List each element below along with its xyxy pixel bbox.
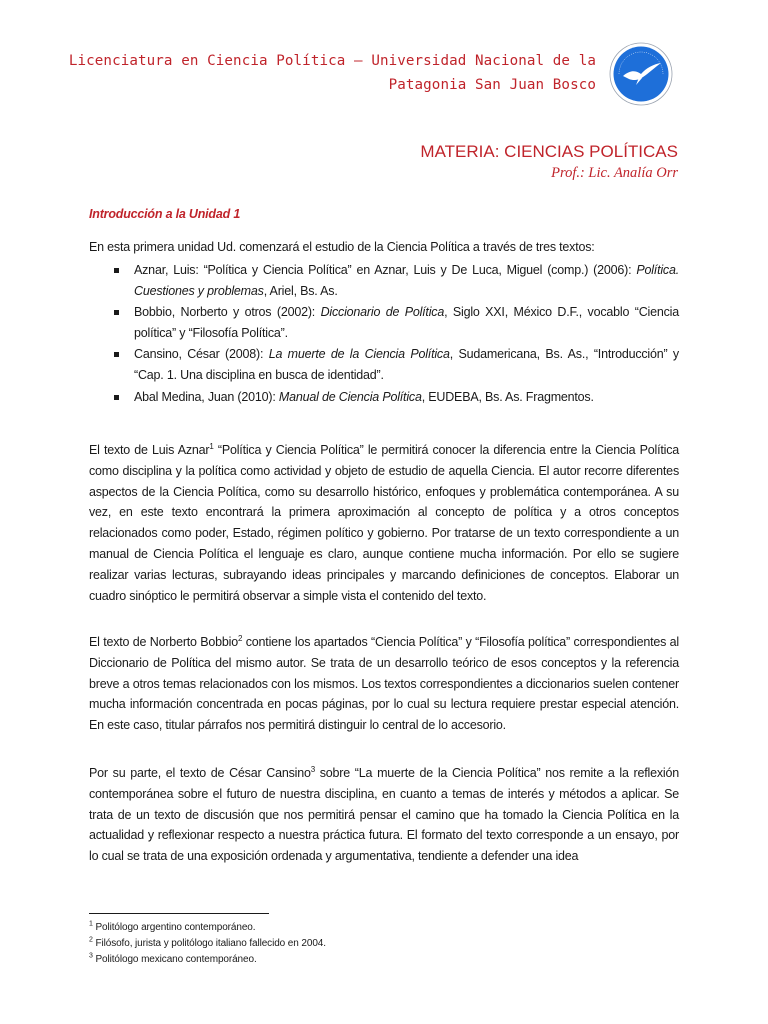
section-title: Introducción a la Unidad 1: [89, 207, 241, 221]
lead-paragraph: En esta primera unidad Ud. comenzará el estudio de la Ciencia Política a través de tres textos:: [89, 240, 595, 254]
footnote-ref: 1: [209, 441, 214, 451]
header-institution-line1: Licenciatura en Ciencia Política – Universidad Nacional de la: [68, 53, 596, 69]
reference-item: Abal Medina, Juan (2010): Manual de Ciencia Política, EUDEBA, Bs. As. Fragmentos.: [89, 387, 679, 408]
header-institution-line2: Patagonia San Juan Bosco: [388, 77, 596, 93]
footnote-item: $^1$ Politólogo argentino contemporáneo.: [89, 920, 256, 933]
reference-item: Cansino, César (2008): La muerte de la Ciencia Política, Sudamericana, Bs. As., “Introducción” y “Cap. 1. Una disciplina en busca de identidad”.: [89, 344, 679, 385]
reference-list: [89, 260, 679, 408]
paragraph-bobbio: El texto de Norberto Bobbio$^2$ contiene los apartados “Ciencia Política” y “Filosofía política” correspondientes al Diccionario de Política del mismo autor. Se trata de un desarrollo teórico de esos conceptos y la referencia breve a otros temas relacionados con los mismos. Los textos correspondientes a diccionarios suelen contener mucha información concentrada en pocas páginas, por lo cual su lectura requiere prestar especial atención. En este caso, titular párrafos nos permitirá distinguir lo central de lo accesorio.: [89, 633, 679, 733]
footnote-ref: 2: [238, 633, 243, 643]
footnote-ref: 3: [310, 764, 315, 774]
paragraph-cansino: Por su parte, el texto de César Cansino$^3$ sobre “La muerte de la Ciencia Política” nos remite a la reflexión contemporánea sobre el futuro de nuestra disciplina, en cuanto a temas de interés y métodos a aplicar. Se trata de un texto de discusión que nos permitirá pensar el camino que ha tomado la Ciencia Política en la actualidad y reflexionar respecto a nuestra práctica futura. El formato del texto corresponde a un ensayo, por lo cual se trata de una exposición ordenada y argumentativa, tendiente a defender una idea: [89, 764, 679, 864]
reference-item: Bobbio, Norberto y otros (2002): Diccionario de Política, Siglo XXI, México D.F., vocablo “Ciencia política” y “Filosofía Política”.: [89, 302, 679, 343]
paragraph-aznar: El texto de Luis Aznar$^1$ “Política y Ciencia Política” le permitirá conocer la diferencia entre la Ciencia Política como disciplina y la política como actividad y objeto de estudio de aquella Ciencia. El autor recorre diferentes aspectos de la Ciencia Política, como su desarrollo histórico, enfoques y problemática contemporánea. A su vez, en este texto encontrará la primera aproximación al concepto de política y a otros conceptos relacionados como poder, Estado, régimen político y gobierno. Por tratarse de un texto correspondiente a un manual de Ciencia Política el lenguaje es claro, aunque contiene mucha información. Por ello se sugiere realizar varias lecturas, subrayando ideas principales y marcando definiciones de conceptos. Elaborar un cuadro sinóptico le permitirá observar a simple vista el contenido del texto.: [89, 441, 679, 603]
professor-name: Prof.: Lic. Analía Orr: [551, 165, 678, 181]
footnote-divider: [89, 913, 269, 914]
university-logo-icon: [609, 42, 673, 106]
subject-title: MATERIA: CIENCIAS POLÍTICAS: [420, 142, 678, 161]
footnotes: [89, 920, 326, 968]
footnote-item: $^2$ Filósofo, jurista y politólogo italiano fallecido en 2004.: [89, 936, 326, 949]
reference-item: Aznar, Luis: “Política y Ciencia Política” en Aznar, Luis y De Luca, Miguel (comp.) (2006): Política. Cuestiones y problemas, Ariel, Bs. As.: [89, 260, 679, 301]
footnote-item: $^3$ Politólogo mexicano contemporáneo.: [89, 952, 257, 965]
